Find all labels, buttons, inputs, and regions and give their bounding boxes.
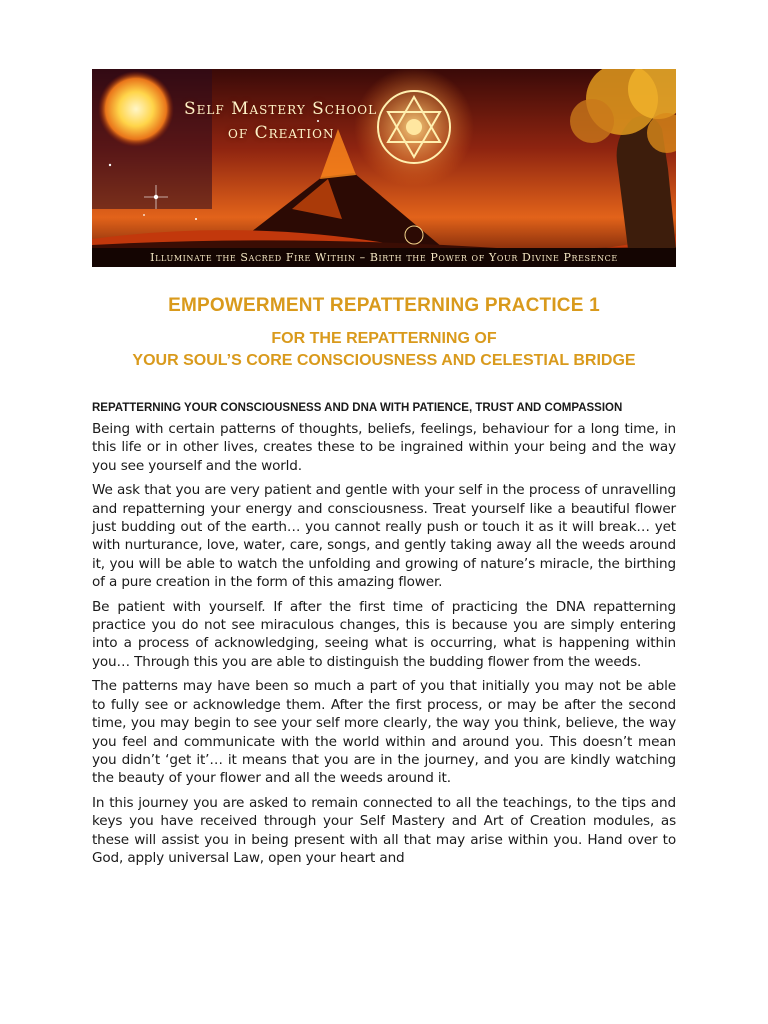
banner-tagline: Illuminate the Sacred Fire Within – Birth the Power of Your Divine Presence: [92, 248, 676, 267]
section-heading: REPATTERNING YOUR CONSCIOUSNESS AND DNA WITH PATIENCE, TRUST AND COMPASSION: [92, 402, 623, 414]
banner-artwork: [92, 69, 676, 267]
banner-title-line1: Self Mastery School: [184, 99, 378, 119]
page-title: EMPOWERMENT REPATTERNING PRACTICE 1: [168, 295, 600, 316]
banner-title: [184, 97, 377, 145]
paragraph: The patterns may have been so much a part of you that initially you may not be able to fully see or acknowledge them. After the first process, or may be after the second time, you may begin to see your self more clearly, the way you think, believe, the way you feel and communicate with the world within and around you. This doesn’t mean you didn’t ‘get it’… it means that you are in the journey, and you are kindly watching the beauty of your flower and all the weeds around it.: [92, 678, 676, 787]
paragraph: We ask that you are very patient and gentle with your self in the process of unravelling and repatterning your energy and consciousness. Treat yourself like a beautiful flower just budding out of the earth… you cannot really push or touch it as it will break… yet with nurturance, love, water, care, songs, and gently taking away all the weeds around it, you will be able to watch the unfolding and growing of nature’s miracle, the birthing of a pure creation in the form of this amazing flower.: [92, 482, 676, 591]
document-body: [92, 400, 676, 873]
banner-title-line2: of Creation: [228, 123, 335, 143]
paragraph: Being with certain patterns of thoughts, beliefs, feelings, behaviour for a long time, in this life or in other lives, creates these to be ingrained within your being and the way you see yourself and the world.: [92, 421, 676, 474]
page-subtitle-line1: FOR THE REPATTERNING OF: [271, 330, 497, 347]
page-subtitle-line2: YOUR SOUL’S CORE CONSCIOUSNESS AND CELESTIAL BRIDGE: [132, 352, 636, 369]
paragraph: Be patient with yourself. If after the first time of practicing the DNA repatterning practice you do not see miraculous changes, this is because you are simply entering into a process of acknowledging, seeing what is occurring, what is happening within you… Through this you are able to distinguish the budding flower from the weeds.: [92, 598, 676, 670]
sun-icon: [98, 71, 174, 147]
header-banner: [92, 69, 676, 267]
paragraph: In this journey you are asked to remain connected to all the teachings, to the tips and keys you have received through your Self Mastery and Art of Creation modules, as these will assist you in being present with all that may arise within you. Hand over to God, apply universal Law, open your heart and: [92, 794, 676, 866]
